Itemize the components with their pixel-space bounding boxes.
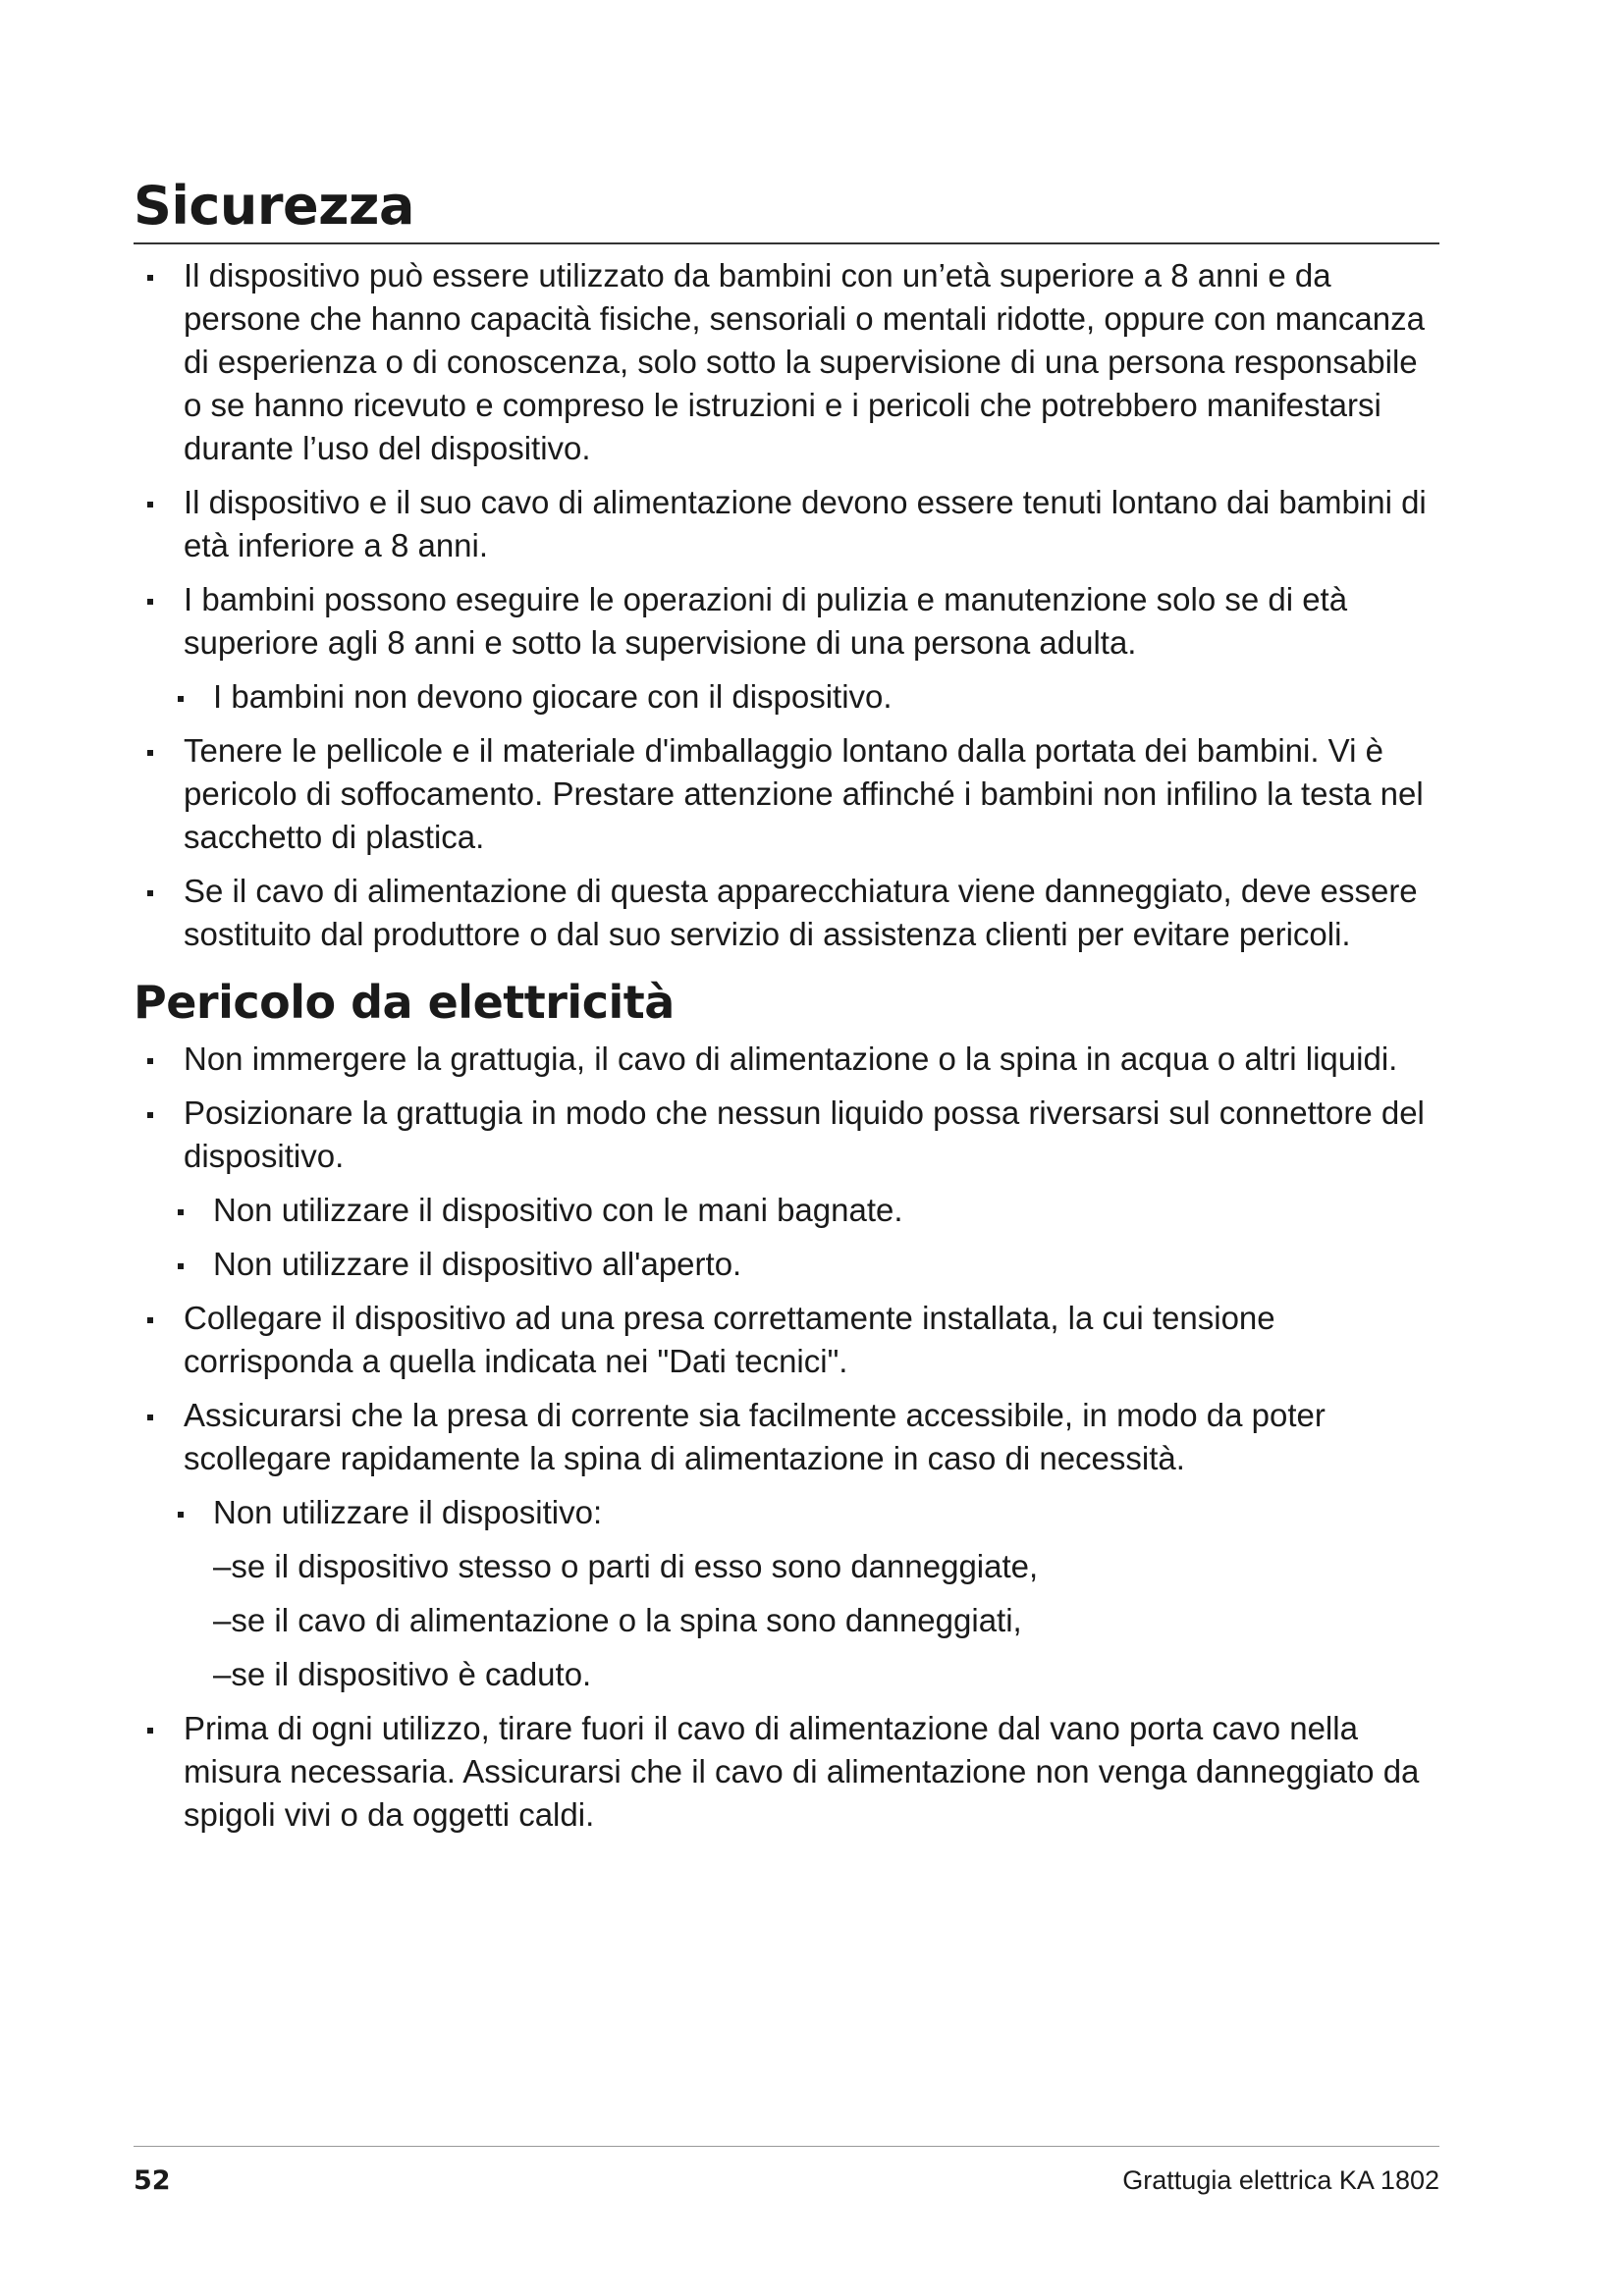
pericolo-list-continued [134, 1707, 1439, 1837]
list-item: Tenere le pellicole e il materiale d'imballaggio lontano dalla portata dei bambini. Vi è pericolo di soffocamento. Prestare attenzione affinché i bambini non infilino la testa nel sacchetto di plastica. [134, 729, 1439, 859]
sub-list-item: –se il dispositivo è caduto. [213, 1655, 592, 1692]
sicurezza-list [134, 254, 1439, 956]
list-item: Prima di ogni utilizzo, tirare fuori il cavo di alimentazione dal vano porta cavo nella misura necessaria. Assicurarsi che il cavo di alimentazione non venga danneggiato da spigoli vivi o da oggetti caldi. [134, 1707, 1439, 1837]
pericolo-list [134, 1038, 1439, 1534]
list-item: Non immergere la grattugia, il cavo di alimentazione o la spina in acqua o altri liquidi. [134, 1038, 1439, 1081]
list-item: I bambini possono eseguire le operazioni di pulizia e manutenzione solo se di età superiore agli 8 anni e sotto la supervisione di una persona adulta. [134, 578, 1439, 665]
sub-list-item: –se il dispositivo stesso o parti di esso sono danneggiate, [213, 1547, 1039, 1584]
list-item: Non utilizzare il dispositivo all'aperto. [134, 1243, 1439, 1286]
list-item: Il dispositivo e il suo cavo di alimentazione devono essere tenuti lontano dai bambini di età inferiore a 8 anni. [134, 481, 1439, 567]
title-divider [134, 242, 1439, 244]
list-item: Il dispositivo può essere utilizzato da bambini con un’età superiore a 8 anni e da persone che hanno capacità fisiche, sensoriali o mentali ridotte, oppure con mancanza di esperienza o di conoscenza, solo sotto la supervisione di una persona responsabile o se hanno ricevuto e compreso le istruzioni e i pericoli che potrebbero manifestarsi durante l’uso del dispositivo. [134, 254, 1439, 470]
section-title-pericolo-elettricita: Pericolo da elettricità [134, 976, 675, 1030]
list-item: Non utilizzare il dispositivo con le mani bagnate. [134, 1189, 1439, 1232]
footer-divider [134, 2146, 1439, 2147]
page-number: 52 [134, 2165, 171, 2196]
product-name: Grattugia elettrica KA 1802 [1122, 2165, 1439, 2195]
section-title-sicurezza: Sicurezza [134, 175, 414, 237]
list-item: Assicurarsi che la presa di corrente sia facilmente accessibile, in modo da poter scollegare rapidamente la spina di alimentazione in caso di necessità. [134, 1394, 1439, 1480]
list-item: Collegare il dispositivo ad una presa correttamente installata, la cui tensione corrisponda a quella indicata nei "Dati tecnici". [134, 1297, 1439, 1383]
page-footer [134, 2165, 1439, 2196]
list-item: Non utilizzare il dispositivo: [134, 1491, 1439, 1534]
list-item: I bambini non devono giocare con il dispositivo. [134, 675, 1439, 719]
page-content [134, 177, 1439, 1847]
list-item: Posizionare la grattugia in modo che nessun liquido possa riversarsi sul connettore del dispositivo. [134, 1092, 1439, 1178]
sub-list-item: –se il cavo di alimentazione o la spina sono danneggiati, [213, 1601, 1022, 1638]
list-item: Se il cavo di alimentazione di questa apparecchiatura viene danneggiato, deve essere sostituito dal produttore o dal suo servizio di assistenza clienti per evitare pericoli. [134, 870, 1439, 956]
dash-sublist [134, 1545, 1439, 1696]
